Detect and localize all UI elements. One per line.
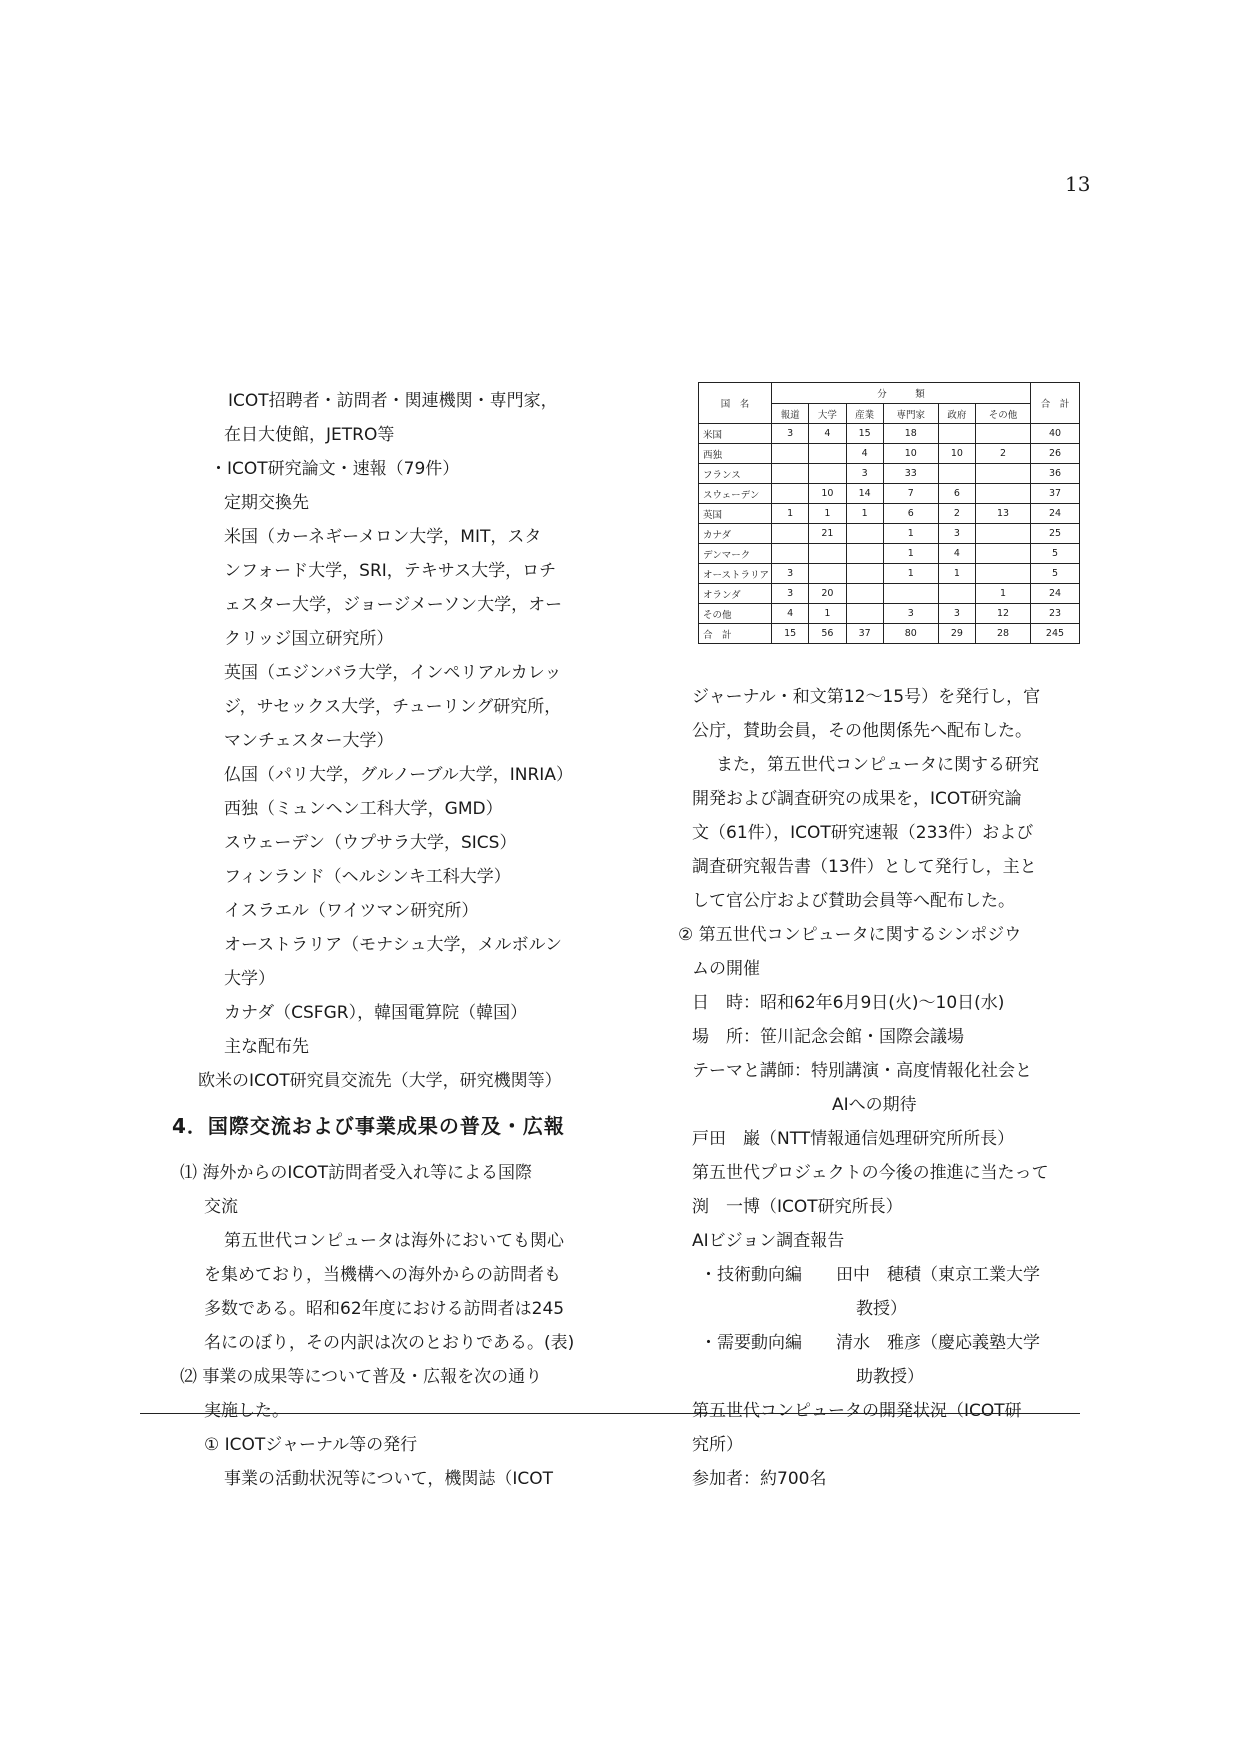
header-total: 合 計 bbox=[1031, 383, 1080, 424]
paragraph-line: ジャーナル・和文第12〜15号）を発行し，官 bbox=[692, 687, 1041, 707]
total-cell: 245 bbox=[1031, 624, 1080, 644]
count-cell: 4 bbox=[846, 444, 883, 464]
text-line: ジ，サセックス大学，チューリング研究所， bbox=[224, 697, 562, 717]
paragraph-line: 調査研究報告書（13件）として発行し，主と bbox=[692, 857, 1037, 877]
subsection-title: ⑵ 事業の成果等について普及・広報を次の通り bbox=[180, 1367, 543, 1387]
total-cell: 5 bbox=[1031, 564, 1080, 584]
count-cell: 1 bbox=[772, 504, 809, 524]
count-cell bbox=[976, 484, 1031, 504]
text-line: フィンランド（ヘルシンキ工科大学） bbox=[224, 867, 511, 887]
speaker: ・技術動向編 田中 穂積（東京工業大学 bbox=[700, 1265, 1040, 1285]
count-cell: 10 bbox=[809, 484, 846, 504]
count-cell bbox=[772, 484, 809, 504]
table-row bbox=[699, 624, 1080, 644]
event-date: 日 時：昭和62年6月9日(火)〜10日(水) bbox=[692, 993, 1005, 1013]
paragraph-line: 公庁，賛助会員，その他関係先へ配布した。 bbox=[692, 721, 1032, 741]
count-cell: 3 bbox=[938, 524, 975, 544]
count-cell bbox=[809, 564, 846, 584]
count-cell: 3 bbox=[772, 564, 809, 584]
header-category: その他 bbox=[976, 404, 1031, 424]
count-cell bbox=[846, 524, 883, 544]
text-line: クリッジ国立研究所） bbox=[224, 629, 394, 649]
count-cell: 37 bbox=[846, 624, 883, 644]
table-body bbox=[699, 424, 1080, 644]
count-cell: 21 bbox=[809, 524, 846, 544]
header-country: 国 名 bbox=[699, 383, 772, 424]
text-line: ェスター大学，ジョージメーソン大学，オー bbox=[224, 595, 563, 615]
count-cell: 1 bbox=[976, 584, 1031, 604]
count-cell: 4 bbox=[772, 604, 809, 624]
speaker: 渕 一博（ICOT研究所長） bbox=[692, 1197, 903, 1217]
total-cell: 36 bbox=[1031, 464, 1080, 484]
count-cell bbox=[846, 604, 883, 624]
count-cell: 6 bbox=[883, 504, 938, 524]
count-cell: 80 bbox=[883, 624, 938, 644]
item-title: ① ICOTジャーナル等の発行 bbox=[204, 1435, 418, 1455]
text-line: ICOT招聘者・訪問者・関連機関・専門家， bbox=[228, 391, 558, 411]
count-cell bbox=[846, 584, 883, 604]
total-cell: 40 bbox=[1031, 424, 1080, 444]
total-cell: 25 bbox=[1031, 524, 1080, 544]
paragraph-line: 第五世代コンピュータは海外においても関心 bbox=[224, 1231, 564, 1251]
paragraph-line: 事業の活動状況等について，機関誌（ICOT bbox=[224, 1469, 553, 1489]
count-cell bbox=[938, 424, 975, 444]
text-line: 主な配布先 bbox=[224, 1037, 309, 1057]
table-row bbox=[699, 504, 1080, 524]
count-cell bbox=[809, 444, 846, 464]
header-category: 産業 bbox=[846, 404, 883, 424]
paragraph-line: 名にのぼり，その内訳は次のとおりである。(表) bbox=[204, 1333, 575, 1353]
count-cell: 1 bbox=[883, 564, 938, 584]
total-cell: 23 bbox=[1031, 604, 1080, 624]
total-cell: 5 bbox=[1031, 544, 1080, 564]
event-theme: テーマと講師：特別講演・高度情報化社会と bbox=[692, 1061, 1032, 1081]
speaker: ・需要動向編 清水 雅彦（慶応義塾大学 bbox=[700, 1333, 1040, 1353]
count-cell: 4 bbox=[809, 424, 846, 444]
table-row bbox=[699, 484, 1080, 504]
count-cell: 3 bbox=[772, 584, 809, 604]
visitor-table bbox=[698, 382, 1080, 644]
section-heading: 4．国際交流および事業成果の普及・広報 bbox=[172, 1114, 565, 1138]
event-venue: 場 所：笹川記念会館・国際会議場 bbox=[692, 1027, 964, 1047]
count-cell: 4 bbox=[938, 544, 975, 564]
table-row bbox=[699, 464, 1080, 484]
count-cell: 3 bbox=[938, 604, 975, 624]
count-cell: 20 bbox=[809, 584, 846, 604]
count-cell: 6 bbox=[938, 484, 975, 504]
count-cell: 1 bbox=[809, 604, 846, 624]
text-line: 仏国（パリ大学，グルノーブル大学，INRIA） bbox=[224, 765, 573, 785]
table-row bbox=[699, 524, 1080, 544]
count-cell bbox=[772, 464, 809, 484]
count-cell: 3 bbox=[846, 464, 883, 484]
total-cell: 24 bbox=[1031, 504, 1080, 524]
table-row bbox=[699, 604, 1080, 624]
item-title: ② 第五世代コンピュータに関するシンポジウ bbox=[678, 925, 1022, 945]
text-line: 西独（ミュンヘン工科大学，GMD） bbox=[224, 799, 503, 819]
count-cell bbox=[809, 544, 846, 564]
country-cell: 西独 bbox=[699, 444, 772, 464]
count-cell: 1 bbox=[809, 504, 846, 524]
count-cell: 3 bbox=[772, 424, 809, 444]
paragraph-line: また，第五世代コンピュータに関する研究 bbox=[716, 755, 1039, 775]
text-line: イスラエル（ワイツマン研究所） bbox=[224, 901, 479, 921]
count-cell bbox=[976, 544, 1031, 564]
count-cell bbox=[846, 564, 883, 584]
text-line: 欧米のICOT研究員交流先（大学，研究機関等） bbox=[198, 1071, 562, 1091]
event-theme: AIへの期待 bbox=[832, 1095, 917, 1115]
speaker: 助教授） bbox=[856, 1367, 924, 1387]
count-cell bbox=[772, 444, 809, 464]
count-cell bbox=[809, 464, 846, 484]
country-cell: オランダ bbox=[699, 584, 772, 604]
header-category: 大学 bbox=[809, 404, 846, 424]
speaker: 教授） bbox=[856, 1299, 907, 1319]
count-cell bbox=[976, 464, 1031, 484]
country-cell: フランス bbox=[699, 464, 772, 484]
text-line: スウェーデン（ウプサラ大学，SICS） bbox=[224, 833, 517, 853]
text-line: マンチェスター大学） bbox=[224, 731, 394, 751]
count-cell: 1 bbox=[938, 564, 975, 584]
count-cell: 14 bbox=[846, 484, 883, 504]
speaker: 戸田 巌（NTT情報通信処理研究所所長） bbox=[692, 1129, 1015, 1149]
text-line: 定期交換先 bbox=[224, 493, 309, 513]
table-row bbox=[699, 584, 1080, 604]
count-cell bbox=[976, 564, 1031, 584]
header-category: 専門家 bbox=[883, 404, 938, 424]
count-cell: 56 bbox=[809, 624, 846, 644]
count-cell: 18 bbox=[883, 424, 938, 444]
count-cell bbox=[846, 544, 883, 564]
header-category-group: 分 類 bbox=[772, 383, 1031, 404]
country-cell: 米国 bbox=[699, 424, 772, 444]
country-cell: カナダ bbox=[699, 524, 772, 544]
text-line: ・ICOT研究論文・速報（79件） bbox=[210, 459, 460, 479]
text-line: 究所） bbox=[692, 1435, 743, 1455]
talk-title: AIビジョン調査報告 bbox=[692, 1231, 845, 1251]
count-cell: 3 bbox=[883, 604, 938, 624]
header-category: 報道 bbox=[772, 404, 809, 424]
text-line: 実施した。 bbox=[204, 1401, 289, 1421]
count-cell: 10 bbox=[938, 444, 975, 464]
count-cell: 10 bbox=[883, 444, 938, 464]
text-line: 米国（カーネギーメロン大学，MIT，スタ bbox=[224, 527, 542, 547]
paragraph-line: 多数である。昭和62年度における訪問者は245 bbox=[204, 1299, 565, 1319]
table-row bbox=[699, 564, 1080, 584]
country-cell: オーストラリア bbox=[699, 564, 772, 584]
paragraph-line: して官公庁および賛助会員等へ配布した。 bbox=[692, 891, 1015, 911]
country-cell: 合 計 bbox=[699, 624, 772, 644]
subsection-title: ⑴ 海外からのICOT訪問者受入れ等による国際 bbox=[180, 1163, 533, 1183]
count-cell: 28 bbox=[976, 624, 1031, 644]
total-cell: 37 bbox=[1031, 484, 1080, 504]
table-row bbox=[699, 544, 1080, 564]
footer-rule bbox=[140, 1413, 1080, 1414]
left-column bbox=[172, 384, 620, 1496]
text-line: ムの開催 bbox=[692, 959, 760, 979]
total-cell: 24 bbox=[1031, 584, 1080, 604]
text-line: 英国（エジンバラ大学，インペリアルカレッ bbox=[224, 663, 562, 683]
text-line: オーストラリア（モナシュ大学，メルボルン bbox=[224, 935, 563, 955]
count-cell: 33 bbox=[883, 464, 938, 484]
count-cell: 15 bbox=[772, 624, 809, 644]
paragraph-line: 文（61件），ICOT研究速報（233件）および bbox=[692, 823, 1034, 843]
participants: 参加者：約700名 bbox=[692, 1469, 827, 1489]
country-cell: 英国 bbox=[699, 504, 772, 524]
count-cell bbox=[938, 584, 975, 604]
table-row bbox=[699, 424, 1080, 444]
count-cell bbox=[976, 424, 1031, 444]
total-cell: 26 bbox=[1031, 444, 1080, 464]
country-cell: デンマーク bbox=[699, 544, 772, 564]
header-category: 政府 bbox=[938, 404, 975, 424]
right-column bbox=[678, 680, 1092, 1496]
country-cell: その他 bbox=[699, 604, 772, 624]
text-line: カナダ（CSFGR），韓国電算院（韓国） bbox=[224, 1003, 528, 1023]
text-line: 交流 bbox=[204, 1197, 238, 1217]
talk-title: 第五世代コンピュータの開発状況（ICOT研 bbox=[692, 1401, 1022, 1421]
count-cell bbox=[938, 464, 975, 484]
count-cell bbox=[976, 524, 1031, 544]
table-row bbox=[699, 444, 1080, 464]
paragraph-line: を集めており，当機構への海外からの訪問者も bbox=[204, 1265, 561, 1285]
text-line: 大学） bbox=[224, 969, 275, 989]
count-cell: 1 bbox=[846, 504, 883, 524]
count-cell bbox=[772, 524, 809, 544]
paragraph-line: 開発および調査研究の成果を，ICOT研究論 bbox=[692, 789, 1022, 809]
count-cell: 29 bbox=[938, 624, 975, 644]
count-cell: 7 bbox=[883, 484, 938, 504]
count-cell: 2 bbox=[938, 504, 975, 524]
count-cell bbox=[883, 584, 938, 604]
count-cell: 1 bbox=[883, 524, 938, 544]
count-cell: 13 bbox=[976, 504, 1031, 524]
text-line: ンフォード大学，SRI，テキサス大学，ロチ bbox=[224, 561, 557, 581]
text-line: 在日大使館，JETRO等 bbox=[224, 425, 395, 445]
count-cell bbox=[772, 544, 809, 564]
count-cell: 12 bbox=[976, 604, 1031, 624]
count-cell: 15 bbox=[846, 424, 883, 444]
page-number: 13 bbox=[1065, 172, 1091, 196]
country-cell: スウェーデン bbox=[699, 484, 772, 504]
talk-title: 第五世代プロジェクトの今後の推進に当たって bbox=[692, 1163, 1049, 1183]
count-cell: 2 bbox=[976, 444, 1031, 464]
count-cell: 1 bbox=[883, 544, 938, 564]
